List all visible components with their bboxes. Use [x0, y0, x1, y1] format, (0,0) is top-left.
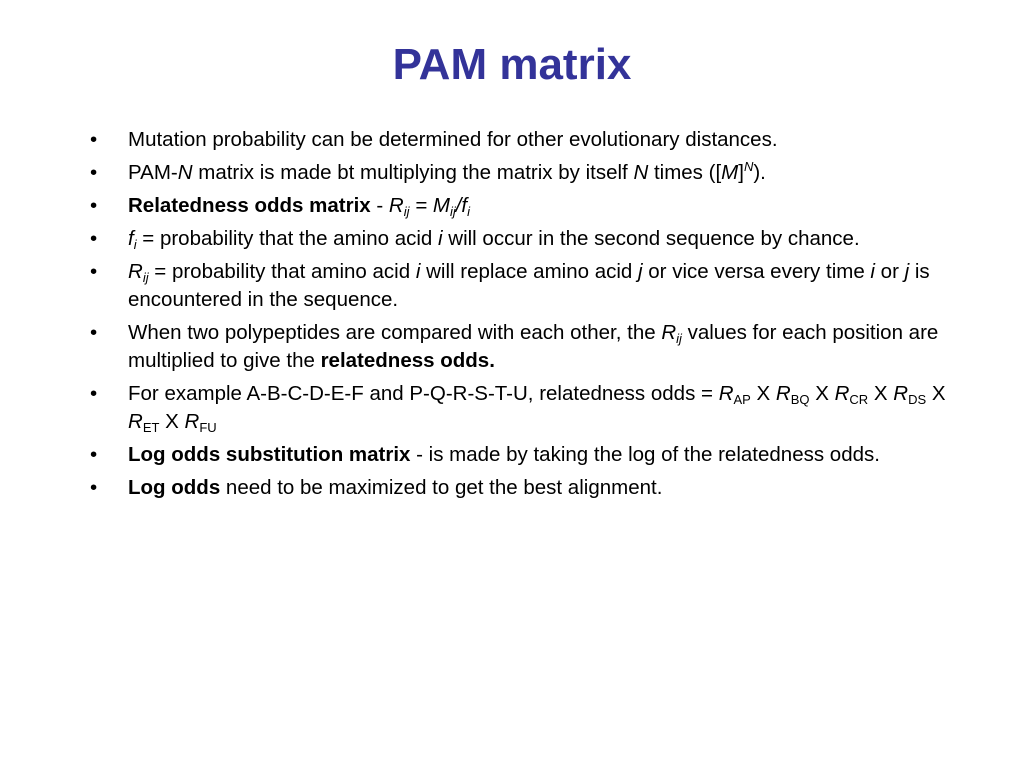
bullet-item-example [90, 380, 960, 436]
bullet-item-fi-definition [90, 225, 960, 253]
bullet-text: = probability that the amino acid [136, 227, 439, 250]
subscript: ij [142, 270, 149, 285]
variable-j: j [638, 260, 643, 283]
bullet-text: matrix is made bt multiplying the matrix by itself [192, 161, 634, 184]
variable-r: R [128, 410, 143, 433]
bullet-item-polypeptides-compared [90, 319, 960, 375]
bullet-icon: • [90, 382, 98, 405]
bullet-icon: • [90, 227, 98, 250]
bullet-text: For example A-B-C-D-E-F and P-Q-R-S-T-U, relatedness odds = [128, 382, 719, 405]
variable-f: f [128, 227, 134, 250]
formula-m: M [432, 194, 450, 217]
subscript: FU [199, 420, 217, 435]
bullet-text: ). [753, 161, 766, 184]
exponent-n: N [743, 159, 754, 174]
bullet-list [90, 126, 960, 507]
variable-n: N [177, 161, 193, 184]
variable-r: R [661, 321, 677, 344]
formula-f: f [461, 194, 468, 217]
bullet-item-log-odds-maximized [90, 474, 960, 502]
bullet-text: or vice versa every time [642, 260, 871, 283]
variable-r: R [834, 382, 850, 405]
bullet-icon: • [90, 260, 98, 283]
subscript: DS [908, 392, 927, 407]
variable-r: R [775, 382, 791, 405]
variable-r: R [718, 382, 734, 405]
bullet-text: or [874, 260, 905, 283]
variable-i: i [438, 227, 443, 250]
variable-n: N [633, 161, 649, 184]
slide-title: PAM matrix [392, 40, 632, 89]
subscript: ij [403, 204, 410, 219]
subscript: CR [849, 392, 869, 407]
subscript: AP [733, 392, 751, 407]
variable-j: j [904, 260, 910, 283]
times-sign: X [159, 410, 185, 433]
variable-i: i [870, 260, 875, 283]
bullet-item-relatedness-odds-matrix [90, 192, 960, 220]
bullet-icon: • [90, 194, 98, 217]
variable-r: R [893, 382, 909, 405]
bullet-text: is encountered in the sequence. [128, 260, 930, 311]
bullet-text: Mutation probability can be determined for other evolutionary distances. [128, 128, 778, 151]
bullet-item-rij-definition [90, 258, 960, 314]
bold-term: relatedness odds. [320, 349, 495, 372]
bullet-text: PAM- [128, 161, 178, 184]
variable-r: R [128, 260, 143, 283]
bullet-icon: • [90, 443, 98, 466]
bullet-text: When two polypeptides are compared with each other, the [128, 321, 662, 344]
bullet-text: need to be maximized to get the best alignment. [220, 476, 663, 499]
subscript: BQ [790, 392, 810, 407]
bullet-icon: • [90, 161, 98, 184]
times-sign: X [809, 382, 835, 405]
bold-term: Relatedness odds matrix [128, 194, 371, 217]
variable-m: M [721, 161, 739, 184]
formula-slash: / [455, 194, 462, 217]
bullet-item-mutation-probability [90, 126, 960, 154]
subscript: ij [676, 331, 682, 346]
subscript: i [467, 204, 471, 219]
times-sign: X [750, 382, 776, 405]
bullet-text: = probability that amino acid [148, 260, 416, 283]
bullet-text: times ([ [648, 161, 722, 184]
formula-eq: = [409, 194, 433, 217]
bullet-text: values for each position are multiplied to give the [128, 321, 939, 372]
formula-r: R [388, 194, 404, 217]
bullet-icon: • [90, 128, 98, 151]
bullet-text: - is made by taking the log of the relatedness odds. [410, 443, 880, 466]
variable-r: R [184, 410, 200, 433]
bullet-text: will occur in the second sequence by chance. [442, 227, 860, 250]
variable-i: i [415, 260, 421, 283]
subscript: ET [142, 420, 160, 435]
bold-term: Log odds substitution matrix [128, 443, 411, 466]
bullet-text: - [370, 194, 389, 217]
subscript: i [133, 237, 137, 252]
subscript: ij [449, 204, 456, 219]
bullet-item-pam-n [90, 159, 960, 187]
times-sign: X [926, 382, 946, 405]
times-sign: X [868, 382, 894, 405]
bullet-icon: • [90, 476, 98, 499]
bullet-icon: • [90, 321, 98, 344]
bullet-item-log-odds-matrix [90, 441, 960, 469]
bold-term: Log odds [128, 476, 221, 499]
bullet-text: will replace amino acid [420, 260, 639, 283]
bullet-text: ] [738, 161, 744, 184]
